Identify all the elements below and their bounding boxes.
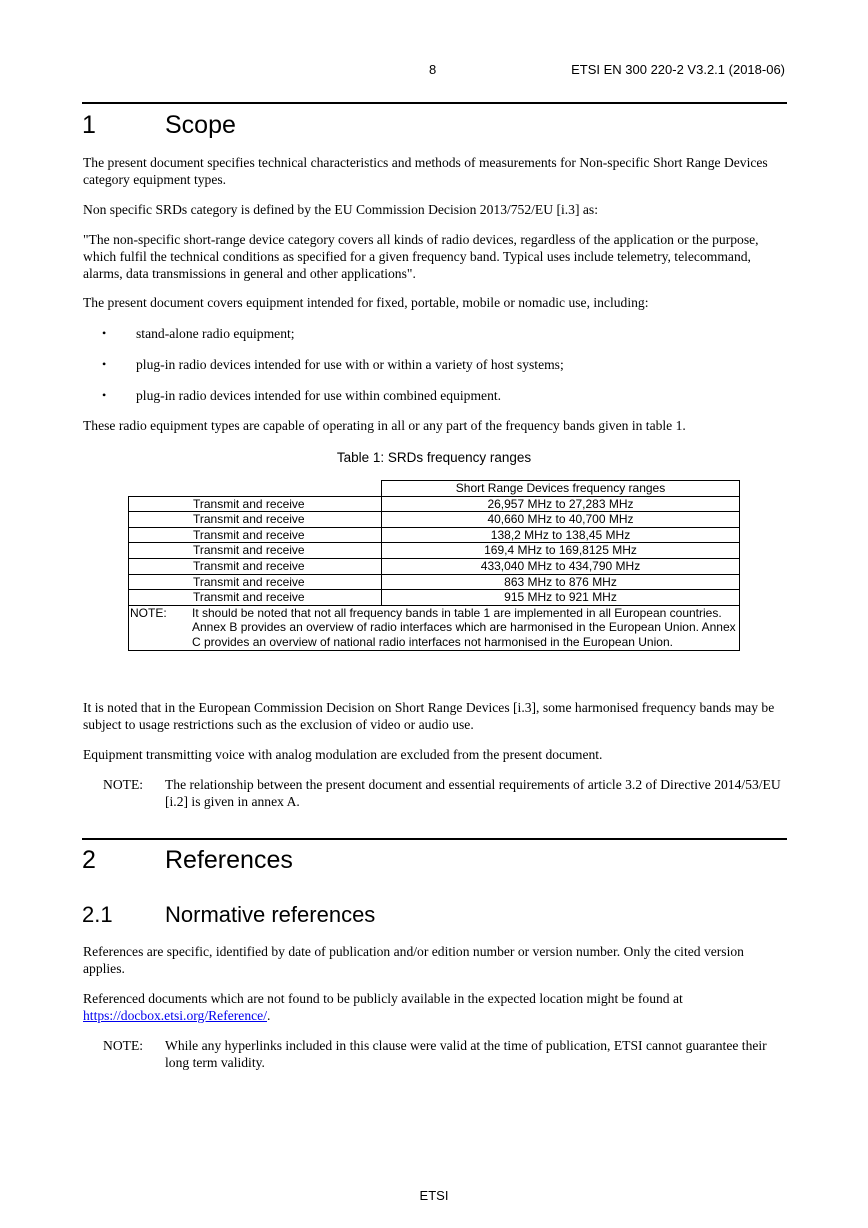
note-label: NOTE: (103, 777, 144, 792)
bullet-icon: • (102, 357, 107, 371)
section-rule (82, 102, 787, 104)
table-cell-mode: Transmit and receive (193, 590, 305, 605)
document-id: ETSI EN 300 220-2 V3.2.1 (2018-06) (571, 62, 785, 77)
table-cell-range: 863 MHz to 876 MHz (382, 574, 740, 590)
section-rule (82, 838, 787, 840)
subsection-title: Normative references (165, 902, 376, 927)
table-cell-mode: Transmit and receive (193, 512, 305, 527)
table-cell-range: 138,2 MHz to 138,45 MHz (382, 527, 740, 543)
note-text: While any hyperlinks included in this clause were valid at the time of publication, ETSI cannot guarantee their long term validity. (165, 1038, 767, 1070)
paragraph: It is noted that in the European Commission Decision on Short Range Devices [i.3], some harmonised frequency bands may be subject to usage restrictions such as the exclusion of video or audio use. (83, 700, 775, 732)
paragraph: The present document covers equipment intended for fixed, portable, mobile or nomadic use, including: (83, 295, 649, 310)
section-number: 1 (82, 111, 96, 139)
table-cell-range: 169,4 MHz to 169,8125 MHz (382, 543, 740, 559)
table-header-row (129, 481, 740, 497)
page-footer: ETSI (419, 1188, 449, 1203)
paragraph: These radio equipment types are capable of operating in all or any part of the frequency bands given in table 1. (83, 418, 686, 433)
list-item-text: plug-in radio devices intended for use with or within a variety of host systems; (136, 357, 564, 372)
reference-link[interactable]: https://docbox.etsi.org/Reference/ (83, 1008, 267, 1023)
note-text: The relationship between the present document and essential requirements of article 3.2 of Directive 2014/53/EU [i.2] is given in annex A. (165, 777, 781, 809)
paragraph-text-end: . (266, 1008, 271, 1023)
paragraph (83, 990, 783, 1024)
table-row (129, 543, 740, 559)
bullet-icon: • (102, 388, 107, 402)
note (103, 1037, 787, 1071)
table-row (129, 558, 740, 574)
table-cell-range: 26,957 MHz to 27,283 MHz (382, 496, 740, 512)
table-cell-mode: Transmit and receive (193, 527, 305, 542)
section-number: 2 (82, 846, 96, 874)
page-number: 8 (429, 62, 437, 77)
table-note-row (129, 605, 740, 650)
section-title: References (165, 846, 293, 874)
list-item (102, 325, 295, 342)
list-item (102, 356, 564, 373)
section-heading-references (82, 846, 293, 875)
note-label: NOTE: (103, 1038, 144, 1053)
table-cell-mode: Transmit and receive (193, 543, 305, 558)
table-cell-mode: Transmit and receive (193, 574, 305, 589)
section-heading-scope (82, 111, 236, 140)
table-note-label: NOTE: (130, 605, 167, 620)
table-caption: Table 1: SRDs frequency ranges (336, 450, 532, 465)
frequency-table (128, 480, 740, 651)
list-item (102, 387, 501, 404)
paragraph: References are specific, identified by date of publication and/or edition number or version number. Only the cited version applies. (83, 944, 744, 976)
table-cell-range: 433,040 MHz to 434,790 MHz (382, 558, 740, 574)
paragraph-text: Referenced documents which are not found to be publicly available in the expected location might be found at (83, 991, 683, 1006)
quotation-paragraph: "The non-specific short-range device category covers all kinds of radio devices, regardless of the application or the purpose, which fulfil the technical conditions as specified for a given frequency band. Typical uses include telemetry, telecommand, alarms, data transmissions in general and other applications". (83, 232, 759, 281)
table-note-text: It should be noted that not all frequency bands in table 1 are implemented in all European countries. Annex B provides an overview of radio interfaces which are harmonised in the European Union. Annex C provides an overview of national radio interfaces not harmonised in the European Union. (192, 605, 736, 649)
subsection-heading-normative-references (82, 902, 375, 928)
paragraph: The present document specifies technical characteristics and methods of measurements for Non-specific Short Range Devices category equipment types. (83, 155, 768, 187)
table-column-header: Short Range Devices frequency ranges (382, 481, 740, 497)
paragraph: Non specific SRDs category is defined by the EU Commission Decision 2013/752/EU [i.3] as: (83, 202, 598, 217)
table-cell-mode: Transmit and receive (193, 496, 305, 511)
paragraph: Equipment transmitting voice with analog modulation are excluded from the present document. (83, 747, 603, 762)
table-header-empty-cell (129, 481, 382, 497)
table-row (129, 496, 740, 512)
table-row (129, 512, 740, 528)
subsection-number: 2.1 (82, 902, 113, 927)
list-item-text: stand-alone radio equipment; (136, 326, 295, 341)
bullet-icon: • (102, 326, 107, 340)
table-row (129, 574, 740, 590)
table-cell-range: 915 MHz to 921 MHz (382, 590, 740, 606)
section-title: Scope (165, 111, 236, 139)
list-item-text: plug-in radio devices intended for use within combined equipment. (136, 388, 502, 403)
table-cell-range: 40,660 MHz to 40,700 MHz (382, 512, 740, 528)
table-row (129, 527, 740, 543)
note (103, 776, 787, 810)
table-row (129, 590, 740, 606)
table-cell-mode: Transmit and receive (193, 558, 305, 573)
